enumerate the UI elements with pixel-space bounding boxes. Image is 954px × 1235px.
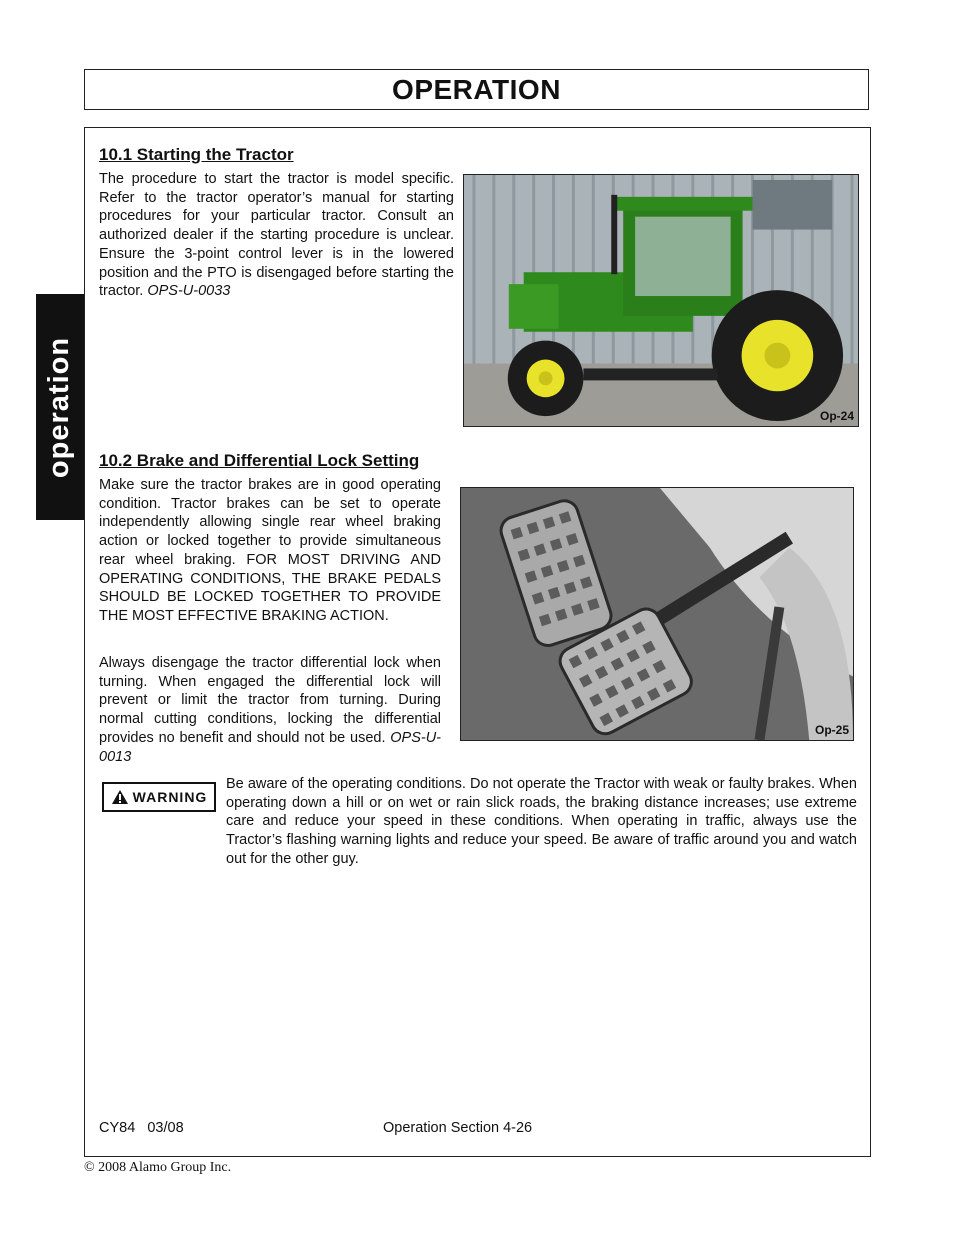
footer-model-date: CY84 03/08 xyxy=(99,1120,184,1136)
section-heading-brake-lock: 10.2 Brake and Differential Lock Setting xyxy=(99,451,420,470)
tractor-photo xyxy=(463,174,859,427)
footer-section: Operation Section 4-26 xyxy=(383,1120,533,1136)
brake-pedal-photo xyxy=(460,487,854,741)
page-header xyxy=(84,69,869,110)
differential-code: OPS-U- 0013 xyxy=(99,729,441,765)
warning-badge xyxy=(102,782,216,812)
photo-label-op24: Op-24 xyxy=(819,409,854,423)
section-body-brake: Make sure the tractor brakes are in good operating condition. Tractor brakes can be set to operate independently allowing single rear wheel braking action or locked together to provide simultaneous rear wheel braking. FOR MOST DRIVING AND OPERATING CONDITIONS, THE BRAKE PEDALS SHOULD BE LOCKED TOGETHER TO PROVIDE THE MOST EFFECTIVE BRAKING ACTION. xyxy=(99,477,441,624)
differential-text: Always disengage the tractor differential lock when turning. When engaged the differential lock will prevent or limit the tractor from turning. During normal cutting conditions, locking the differential provides no benefit and should not be used. xyxy=(99,655,441,746)
section-body-starting-tractor xyxy=(99,170,454,301)
warning-badge-text: WARNING xyxy=(132,789,208,805)
starting-tractor-text: The procedure to start the tractor is model specific. Refer to the tractor operator’s manual for starting procedures for your particular tractor. Consult an authorized dealer if the starting procedure is unclear. Ensure the 3-point control lever is in the lowered position and the PTO is disengaged before starting the tractor. xyxy=(99,171,454,300)
page-title: OPERATION xyxy=(392,73,561,105)
side-tab-label: operation xyxy=(43,336,76,478)
starting-tractor-code: OPS-U-0033 xyxy=(147,283,231,300)
copyright: © 2008 Alamo Group Inc. xyxy=(84,1160,232,1175)
photo-label-op25: Op-25 xyxy=(814,723,849,737)
warning-text: Be aware of the operating conditions. Do not operate the Tractor with weak or faulty brakes. When operating down a hill or on wet or rain slick roads, the braking distance increases; use extreme care and reduce your speed in these conditions. When operating in traffic, always use the Tractor’s flashing warning lights and reduce your speed. Be aware of traffic around you and watch out for the other guy. xyxy=(226,776,857,867)
warning-triangle-icon xyxy=(111,789,129,805)
section-heading-starting-tractor: 10.1 Starting the Tractor xyxy=(99,145,294,164)
side-tab xyxy=(36,294,84,520)
section-body-differential xyxy=(99,654,441,766)
